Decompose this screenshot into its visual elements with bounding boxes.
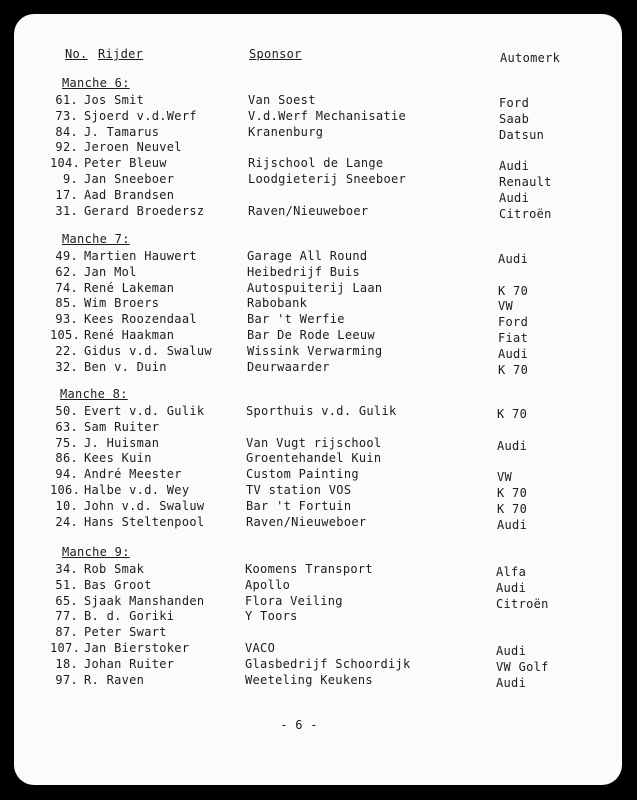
rider-number: 61. bbox=[55, 93, 78, 107]
sponsor-name: VACO bbox=[245, 641, 276, 655]
header-sponsor: Sponsor bbox=[249, 47, 302, 61]
rider-row bbox=[50, 312, 610, 330]
rider-number: 62. bbox=[55, 264, 78, 279]
sponsor-name: Koomens Transport bbox=[245, 562, 373, 576]
car-brand: Audi bbox=[497, 517, 528, 532]
sponsor-name: Wissink Verwarming bbox=[247, 343, 383, 358]
rider-number: 22. bbox=[55, 343, 78, 358]
rider-row bbox=[50, 360, 610, 375]
sponsor-name: Van Vugt rijschool bbox=[246, 435, 382, 450]
rider-row bbox=[50, 451, 610, 466]
rider-number: 51. bbox=[55, 577, 78, 592]
car-brand: Audi bbox=[499, 190, 530, 205]
rider-number: 9. bbox=[62, 172, 78, 186]
rider-name: Kees Roozendaal bbox=[84, 312, 197, 327]
rider-name: René Lakeman bbox=[84, 280, 175, 295]
car-brand: VW bbox=[497, 470, 513, 485]
rider-row bbox=[50, 140, 610, 155]
rider-name: Rob Smak bbox=[84, 562, 145, 576]
sponsor-name: Rabobank bbox=[247, 296, 308, 311]
rider-name: Sam Ruiter bbox=[84, 419, 160, 434]
rider-name: René Haakman bbox=[84, 328, 175, 342]
rider-number: 49. bbox=[55, 249, 78, 263]
rider-name: Wim Broers bbox=[84, 296, 160, 311]
rider-row bbox=[50, 265, 610, 280]
rider-number: 87. bbox=[55, 625, 78, 640]
rider-number: 34. bbox=[55, 562, 78, 576]
car-brand: Citroën bbox=[499, 206, 552, 221]
page-number: - 6 - bbox=[280, 718, 318, 732]
car-brand: Audi bbox=[496, 580, 527, 595]
sponsor-name: Apollo bbox=[245, 577, 291, 592]
sponsor-name: Raven/Nieuweboer bbox=[246, 514, 367, 529]
rider-row bbox=[50, 404, 610, 419]
manche-title: Manche 6: bbox=[62, 76, 130, 90]
rider-name: Jos Smit bbox=[84, 93, 145, 107]
rider-name: Jan Mol bbox=[84, 264, 137, 279]
rider-name: Jan Sneeboer bbox=[84, 172, 175, 186]
car-brand: Saab bbox=[499, 111, 530, 126]
rider-name: J. Tamarus bbox=[84, 124, 160, 139]
rider-row bbox=[50, 657, 610, 672]
rider-name: Evert v.d. Gulik bbox=[84, 404, 205, 418]
rider-row bbox=[50, 172, 610, 187]
sponsor-name: Van Soest bbox=[248, 93, 316, 107]
rider-name: B. d. Goriki bbox=[84, 609, 175, 624]
rider-row bbox=[50, 249, 610, 264]
sponsor-name: Garage All Round bbox=[247, 249, 368, 263]
sponsor-name: Sporthuis v.d. Gulik bbox=[246, 404, 397, 418]
rider-number: 93. bbox=[55, 312, 78, 327]
rider-name: Hans Steltenpool bbox=[84, 514, 205, 529]
car-brand: Audi bbox=[496, 644, 527, 658]
rider-name: Halbe v.d. Wey bbox=[84, 483, 190, 497]
rider-row bbox=[50, 93, 610, 108]
car-brand: VW Golf bbox=[496, 659, 549, 674]
rider-number: 31. bbox=[55, 203, 78, 218]
car-brand: Audi bbox=[497, 438, 528, 453]
sponsor-name: Loodgieterij Sneeboer bbox=[248, 172, 407, 186]
rider-row bbox=[50, 499, 610, 514]
rider-name: Gidus v.d. Swaluw bbox=[84, 343, 212, 358]
document-page bbox=[14, 14, 622, 785]
rider-number: 63. bbox=[55, 419, 78, 434]
car-brand: Fiat bbox=[498, 331, 529, 345]
rider-row bbox=[50, 344, 610, 359]
car-brand: Audi bbox=[498, 252, 529, 266]
rider-number: 97. bbox=[55, 672, 78, 687]
rider-number: 94. bbox=[55, 467, 78, 482]
sponsor-name: Bar De Rode Leeuw bbox=[247, 328, 375, 342]
rider-name: Peter Bleuw bbox=[84, 156, 167, 171]
sponsor-name: Custom Painting bbox=[246, 467, 359, 482]
rider-name: André Meester bbox=[84, 467, 182, 482]
rider-number: 18. bbox=[55, 656, 78, 671]
car-brand: K 70 bbox=[498, 362, 529, 377]
rider-name: Kees Kuin bbox=[84, 451, 152, 466]
sponsor-name: Groentehandel Kuin bbox=[246, 451, 382, 466]
rider-number: 92. bbox=[55, 140, 78, 155]
rider-number: 32. bbox=[55, 359, 78, 374]
rider-row bbox=[50, 515, 610, 530]
sponsor-name: Heibedrijf Buis bbox=[247, 264, 360, 279]
rider-number: 24. bbox=[55, 514, 78, 529]
header-car: Automerk bbox=[500, 51, 561, 65]
rider-row bbox=[50, 562, 610, 577]
rider-row bbox=[50, 641, 610, 656]
rider-name: J. Huisman bbox=[84, 435, 160, 450]
rider-number: 107. bbox=[50, 641, 81, 655]
car-brand: Audi bbox=[499, 159, 530, 174]
rider-number: 75. bbox=[55, 435, 78, 450]
car-brand: Audi bbox=[498, 346, 529, 361]
rider-row bbox=[50, 594, 610, 609]
sponsor-name: Glasbedrijf Schoordijk bbox=[245, 656, 411, 671]
car-brand: K 70 bbox=[498, 283, 529, 298]
header-rider: Rijder bbox=[98, 47, 144, 61]
sponsor-name: Flora Veiling bbox=[245, 593, 343, 608]
rider-number: 104. bbox=[50, 156, 81, 171]
rider-number: 85. bbox=[55, 296, 78, 311]
rider-number: 10. bbox=[55, 498, 78, 513]
sponsor-name: V.d.Werf Mechanisatie bbox=[248, 108, 407, 123]
rider-name: John v.d. Swaluw bbox=[84, 498, 205, 513]
rider-number: 106. bbox=[50, 483, 81, 497]
car-brand: Alfa bbox=[496, 565, 527, 579]
car-brand: Audi bbox=[496, 675, 527, 690]
sponsor-name: Raven/Nieuweboer bbox=[248, 203, 369, 218]
rider-row bbox=[50, 673, 610, 688]
sponsor-name: Autospuiterij Laan bbox=[247, 280, 383, 295]
rider-row bbox=[50, 109, 610, 124]
rider-name: Martien Hauwert bbox=[84, 249, 197, 263]
rider-number: 86. bbox=[55, 451, 78, 466]
car-brand: K 70 bbox=[497, 407, 528, 421]
rider-number: 84. bbox=[55, 124, 78, 139]
rider-number: 73. bbox=[55, 108, 78, 123]
rider-number: 65. bbox=[55, 593, 78, 608]
rider-name: R. Raven bbox=[84, 672, 145, 687]
rider-row bbox=[50, 436, 610, 451]
rider-row bbox=[50, 625, 610, 640]
rider-name: Sjaak Manshanden bbox=[84, 593, 205, 608]
rider-number: 105. bbox=[50, 328, 81, 342]
sponsor-name: Y Toors bbox=[245, 609, 298, 624]
rider-row bbox=[50, 328, 610, 343]
rider-row bbox=[50, 204, 610, 219]
rider-name: Bas Groot bbox=[84, 577, 152, 592]
rider-row bbox=[50, 467, 610, 485]
rider-row bbox=[50, 420, 610, 435]
rider-number: 17. bbox=[55, 187, 78, 202]
rider-row bbox=[50, 609, 610, 624]
sponsor-name: Deurwaarder bbox=[247, 359, 330, 374]
manche-title: Manche 7: bbox=[62, 232, 130, 246]
sponsor-name: Weeteling Keukens bbox=[245, 672, 373, 687]
rider-number: 77. bbox=[55, 609, 78, 624]
car-brand: VW bbox=[498, 299, 514, 314]
rider-row bbox=[50, 156, 610, 174]
sponsor-name: Rijschool de Lange bbox=[248, 156, 384, 171]
header-no: No. bbox=[65, 47, 88, 61]
sponsor-name: TV station VOS bbox=[246, 483, 352, 497]
rider-name: Johan Ruiter bbox=[84, 656, 175, 671]
rider-number: 50. bbox=[55, 404, 78, 418]
manche-title: Manche 8: bbox=[60, 387, 128, 401]
rider-name: Aad Brandsen bbox=[84, 187, 175, 202]
sponsor-name: Kranenburg bbox=[248, 124, 324, 139]
rider-row bbox=[50, 281, 610, 296]
rider-name: Sjoerd v.d.Werf bbox=[84, 108, 197, 123]
rider-name: Jeroen Neuvel bbox=[84, 140, 182, 155]
rider-row bbox=[50, 296, 610, 314]
sponsor-name: Bar 't Fortuin bbox=[246, 498, 352, 513]
car-brand: Ford bbox=[499, 96, 530, 110]
rider-row bbox=[50, 125, 610, 140]
car-brand: K 70 bbox=[497, 486, 528, 500]
rider-name: Gerard Broedersz bbox=[84, 203, 205, 218]
rider-row bbox=[50, 483, 610, 498]
sponsor-name: Bar 't Werfie bbox=[247, 312, 345, 327]
rider-name: Ben v. Duin bbox=[84, 359, 167, 374]
car-brand: Citroën bbox=[496, 596, 549, 611]
car-brand: Ford bbox=[498, 315, 529, 330]
rider-number: 74. bbox=[55, 280, 78, 295]
car-brand: Renault bbox=[499, 175, 552, 189]
car-brand: K 70 bbox=[497, 501, 528, 516]
car-brand: Datsun bbox=[499, 127, 545, 142]
rider-name: Jan Bierstoker bbox=[84, 641, 190, 655]
rider-name: Peter Swart bbox=[84, 625, 167, 640]
rider-row bbox=[50, 188, 610, 203]
rider-row bbox=[50, 578, 610, 593]
manche-title: Manche 9: bbox=[62, 545, 130, 559]
